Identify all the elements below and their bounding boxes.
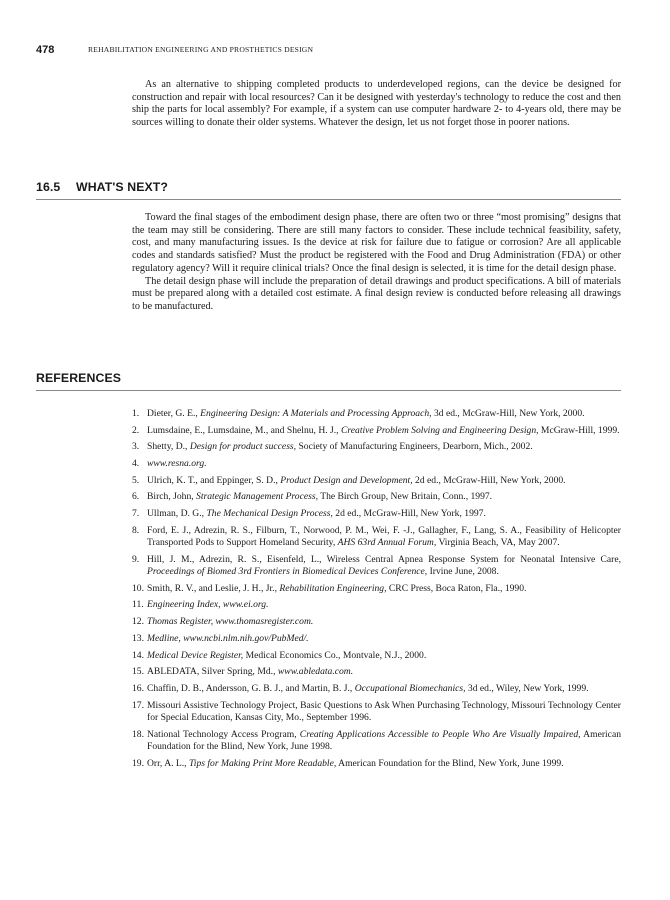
reference-number: 11. [132,599,144,611]
reference-title: Rehabilitation Engineering, [279,582,387,594]
reference-item [132,458,621,470]
reference-text [147,441,621,453]
reference-text [147,525,621,550]
reference-item [132,633,621,645]
reference-authors: ABLEDATA, Silver Spring, Md., [147,666,278,678]
reference-number: 9. [132,553,140,565]
running-head [36,44,636,60]
reference-title: Creative Problem Solving and Engineering Design, [340,424,539,436]
reference-publisher: American Foundation for the Blind, New York, June 1998. [147,728,621,752]
section-title: WHAT'S NEXT? [76,180,169,194]
body-paragraph: The detail design phase will include the preparation of detail drawings and product specifications. A bill of materials must be prepared along with a detailed cost estimate. A final design review is conducted before releasing all drawings to be manufactured. [132,275,621,312]
references-heading [36,371,621,391]
reference-authors: Smith, R. V., and Leslie, J. H., Jr., [147,582,280,594]
intro-section [132,79,621,130]
reference-title: Strategic Management Process, [196,491,318,503]
reference-authors: Birch, John, [147,491,197,503]
reference-text [147,683,621,695]
reference-authors: Orr, A. L., [147,757,189,769]
reference-publisher: Society of Manufacturing Engineers, Dearborn, Mich., 2002. [296,441,533,453]
reference-authors: National Technology Access Program, [147,728,300,740]
reference-number: 5. [132,474,140,486]
reference-publisher: Virginia Beach, VA, May 2007. [436,537,560,549]
reference-number: 15. [132,666,144,678]
reference-number: 14. [132,649,144,661]
reference-item [132,666,621,678]
reference-authors: Ullman, D. G., [147,508,207,520]
reference-number: 4. [132,458,140,470]
reference-publisher: 3d ed., McGraw-Hill, New York, 2000. [431,408,585,419]
reference-number: 1. [132,408,140,419]
reference-number: 10. [132,582,144,594]
reference-title: Engineering Design: A Materials and Processing Approach, [200,408,432,419]
reference-publisher: CRC Press, Boca Raton, Fla., 1990. [386,582,527,594]
reference-text [147,729,621,754]
reference-title: Product Design and Development, [280,474,413,486]
reference-item [132,554,621,579]
reference-number: 8. [132,524,140,536]
reference-item [132,758,621,770]
reference-publisher: 2d ed., McGraw-Hill, New York, 1997. [332,508,486,520]
reference-title: Design for product success, [189,441,297,453]
reference-item [132,729,621,754]
section-heading-text [36,180,621,199]
reference-publisher: The Birch Group, New Britain, Conn., 1997. [317,491,493,503]
reference-authors: Hill, J. M., Adrezin, R. S., Eisenfeld, L., Wireless Central Apnea Response System for Neonatal Intensive Care, [147,553,621,565]
reference-title: www.resna.org. [147,458,207,470]
reference-authors: Missouri Assistive Technology Project, Basic Questions to Ask When Purchasing Technology, Missouri Technology Center for Special Education, Kansas City, Mo., September 1996. [147,699,621,723]
reference-item [132,650,621,662]
reference-item [132,616,621,628]
reference-text [147,554,621,579]
reference-title: Proceedings of Biomed 3rd Frontiers in Biomedical Devices Conference, [147,566,428,578]
reference-number: 13. [132,632,144,644]
reference-text [147,475,621,487]
body-paragraph: Toward the final stages of the embodiment design phase, there are often two or three “most promising” designs that the team may still be considering. There are still many factors to consider. These include technical feasibility, safety, cost, and many manufacturing issues. Is the device at risk for failure due to fatigue or corrosion? Are all applicable codes and standards satisfied? Must the product be registered with the Food and Drug Administration (FDA) or other regulatory agency? Will it require clinical trials? Once the final design is selected, it is time for the detail design phase. [132,212,621,274]
reference-authors: Dieter, G. E., [147,408,201,419]
section-heading-whats-next [36,180,621,200]
reference-number: 12. [132,616,144,628]
whats-next-body [132,212,621,314]
reference-authors: Ulrich, K. T., and Eppinger, S. D., [147,474,281,486]
reference-item [132,475,621,487]
reference-text [147,666,621,678]
reference-publisher: McGraw-Hill, 1999. [538,424,620,436]
reference-number: 17. [132,699,144,711]
reference-title: www.abledata.com. [277,666,354,678]
reference-text [147,633,621,645]
reference-title: Medline, www.ncbi.nlm.nih.gov/PubMed/. [147,632,309,644]
reference-authors: Shetty, D., [147,441,190,453]
reference-publisher: American Foundation for the Blind, New York, June 1999. [336,757,564,769]
page-number: 478 [36,44,55,56]
reference-item [132,583,621,595]
reference-title: Creating Applications Accessible to People Who Are Visually Impaired, [299,728,581,740]
references-heading-text: REFERENCES [36,371,122,385]
reference-number: 16. [132,682,144,694]
reference-publisher: 3d ed., Wiley, New York, 1999. [465,682,589,694]
reference-number: 2. [132,424,140,436]
reference-title: Medical Device Register, [147,649,244,661]
reference-item [132,508,621,520]
reference-text [147,583,621,595]
reference-text [147,458,621,470]
intro-paragraph: As an alternative to shipping completed products to underdeveloped regions, can the device be designed for construction and repair with local resources? Can it be designed with yesterday's technology to reduce the cost and then ship the parts for local assembly? For example, if a system can use computer hardware 2- to 4-years old, there may be sources willing to donate their older systems. Whatever the design, let us not forget those in poorer nations. [132,79,621,129]
reference-item [132,441,621,453]
reference-text [147,508,621,520]
reference-text [147,650,621,662]
reference-list [132,408,621,774]
section-number: 16.5 [36,180,61,194]
reference-number: 3. [132,441,140,453]
reference-authors: Lumsdaine, E., Lumsdaine, M., and Shelnu, H. J., [147,424,341,436]
reference-text [147,491,621,503]
reference-item [132,683,621,695]
reference-publisher: Medical Economics Co., Montvale, N.J., 2000. [243,649,427,661]
reference-publisher: 2d ed., McGraw-Hill, New York, 2000. [412,474,566,486]
reference-text [147,616,621,628]
reference-text [147,700,621,725]
reference-text [147,758,621,770]
reference-text [147,408,621,420]
reference-item [132,599,621,611]
reference-number: 7. [132,508,140,520]
running-title: REHABILITATION ENGINEERING AND PROSTHETICS DESIGN [88,45,314,54]
reference-title: Thomas Register, www.thomasregister.com. [147,616,314,628]
reference-authors: Chaffin, D. B., Andersson, G. B. J., and Martin, B. J., [147,682,355,694]
reference-title: Occupational Biomechanics, [354,682,466,694]
reference-title: Tips for Making Print More Readable, [188,757,337,769]
reference-text [147,599,621,611]
reference-item [132,408,621,420]
reference-item [132,525,621,550]
reference-text [147,425,621,437]
reference-number: 19. [132,757,144,769]
reference-item [132,491,621,503]
reference-number: 18. [132,728,144,740]
reference-authors: Ford, E. J., Adrezin, R. S., Filburn, T., Norwood, P. M., Wei, F. -J., Gallagher, F., Lang, S. A., Feasibility of Helicopter Transported Pods to Support Homeland Security, [147,524,621,549]
reference-title: The Mechanical Design Process, [206,508,333,520]
reference-publisher: Irvine June, 2008. [427,566,499,578]
reference-item [132,700,621,725]
reference-item [132,425,621,437]
reference-title: AHS 63rd Annual Forum, [337,537,437,549]
reference-number: 6. [132,491,140,503]
reference-title: Engineering Index, www.ei.org. [147,599,269,611]
